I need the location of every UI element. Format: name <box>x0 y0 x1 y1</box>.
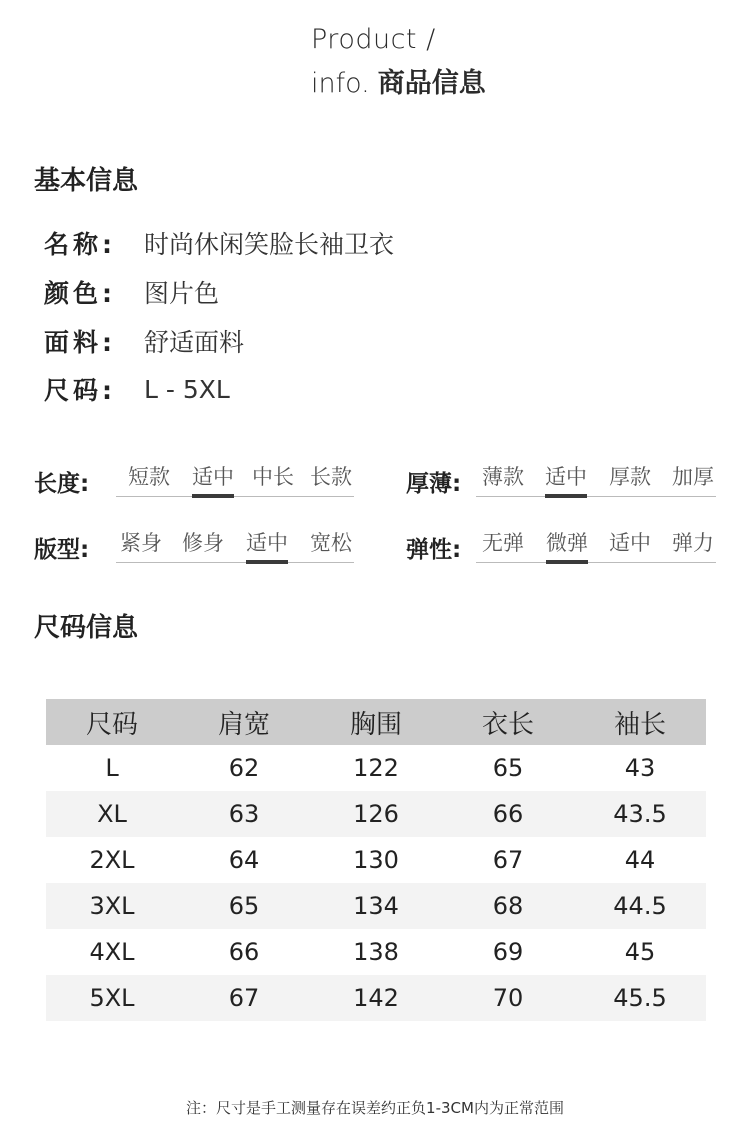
table-cell: 67 <box>228 984 260 1012</box>
table-cell: 65 <box>492 754 524 782</box>
table-cell: 43 <box>624 754 656 782</box>
info-value: 舒适面料 <box>144 328 245 357</box>
attr-option: 长款 <box>310 465 352 489</box>
table-cell: 4XL <box>89 938 135 966</box>
table-cell: 62 <box>228 754 260 782</box>
table-cell: 45 <box>624 938 656 966</box>
measurement-note: 注：尺寸是手工测量存在误差约正负1-3CM内为正常范围 <box>186 1099 564 1117</box>
info-label: 名称: <box>44 230 116 259</box>
header-line-en: Product / <box>311 24 436 55</box>
table-cell: 45.5 <box>613 984 667 1012</box>
table-row <box>46 745 706 791</box>
table-cell: L <box>105 754 119 782</box>
table-header-cell: 胸围 <box>349 709 402 740</box>
table-cell: 130 <box>353 846 399 874</box>
info-label: 面料: <box>44 328 116 357</box>
table-row <box>46 975 706 1021</box>
info-value: 图片色 <box>144 279 220 308</box>
info-row-fabric <box>44 324 244 358</box>
attr-options <box>476 525 716 563</box>
attr-option: 适中 <box>192 461 234 491</box>
info-value: 时尚休闲笑脸长袖卫衣 <box>144 230 395 259</box>
attr-label: 版型: <box>34 537 90 563</box>
header-en-info: info. <box>311 68 370 99</box>
basic-info-title: 基本信息 <box>34 166 139 196</box>
attr-option: 微弹 <box>546 527 588 557</box>
attr-option: 薄款 <box>482 465 524 489</box>
table-row <box>46 837 706 883</box>
table-cell: 69 <box>492 938 524 966</box>
attr-options <box>116 459 354 497</box>
attr-option: 中长 <box>252 465 294 489</box>
table-cell: 43.5 <box>613 800 667 828</box>
attr-option: 短款 <box>128 465 170 489</box>
table-cell: XL <box>97 800 127 828</box>
attr-option: 修身 <box>182 531 224 555</box>
header-cn-title: 商品信息 <box>377 68 486 99</box>
attr-option: 紧身 <box>120 531 162 555</box>
attr-elasticity <box>406 525 726 565</box>
attr-label: 弹性: <box>406 537 462 563</box>
table-cell: 67 <box>492 846 524 874</box>
attr-option: 宽松 <box>310 531 352 555</box>
header-line-2 <box>311 66 486 102</box>
attr-option: 适中 <box>609 531 651 555</box>
attr-option: 弹力 <box>672 531 714 555</box>
table-cell: 138 <box>353 938 399 966</box>
table-cell: 3XL <box>89 892 135 920</box>
attr-options <box>116 525 354 563</box>
attr-option: 无弹 <box>482 531 524 555</box>
table-cell: 66 <box>228 938 260 966</box>
info-label: 尺码: <box>44 376 116 405</box>
table-cell: 64 <box>228 846 260 874</box>
table-cell: 142 <box>353 984 399 1012</box>
info-row-size <box>44 372 230 406</box>
table-cell: 44 <box>624 846 656 874</box>
table-header-cell: 尺码 <box>85 709 138 740</box>
attr-option: 加厚 <box>672 465 714 489</box>
info-label: 颜色: <box>44 279 116 308</box>
attr-label: 厚薄: <box>406 471 462 497</box>
product-info-header <box>311 22 486 102</box>
size-info-title: 尺码信息 <box>34 613 139 643</box>
table-cell: 5XL <box>89 984 135 1012</box>
attr-option: 适中 <box>246 527 288 557</box>
table-cell: 122 <box>353 754 399 782</box>
attr-thickness <box>406 459 726 499</box>
info-value: L - 5XL <box>144 374 230 404</box>
table-cell: 65 <box>228 892 260 920</box>
table-cell: 126 <box>353 800 399 828</box>
info-row-name <box>44 226 394 260</box>
attr-fit <box>34 525 364 565</box>
table-cell: 70 <box>492 984 524 1012</box>
attr-option: 厚款 <box>609 465 651 489</box>
table-cell: 68 <box>492 892 524 920</box>
attr-label: 长度: <box>34 471 90 497</box>
table-row <box>46 791 706 837</box>
table-header-cell: 肩宽 <box>217 709 270 740</box>
table-header-cell: 衣长 <box>481 709 534 740</box>
attr-option: 适中 <box>545 461 587 491</box>
table-header-row <box>46 699 706 745</box>
table-cell: 44.5 <box>613 892 667 920</box>
attr-options <box>476 459 716 497</box>
table-row <box>46 883 706 929</box>
table-cell: 63 <box>228 800 260 828</box>
table-row <box>46 929 706 975</box>
attr-length <box>34 459 364 499</box>
table-header-cell: 袖长 <box>613 709 666 740</box>
table-cell: 2XL <box>89 846 135 874</box>
table-cell: 134 <box>353 892 399 920</box>
info-row-color <box>44 275 219 309</box>
table-cell: 66 <box>492 800 524 828</box>
size-table <box>46 699 706 1021</box>
